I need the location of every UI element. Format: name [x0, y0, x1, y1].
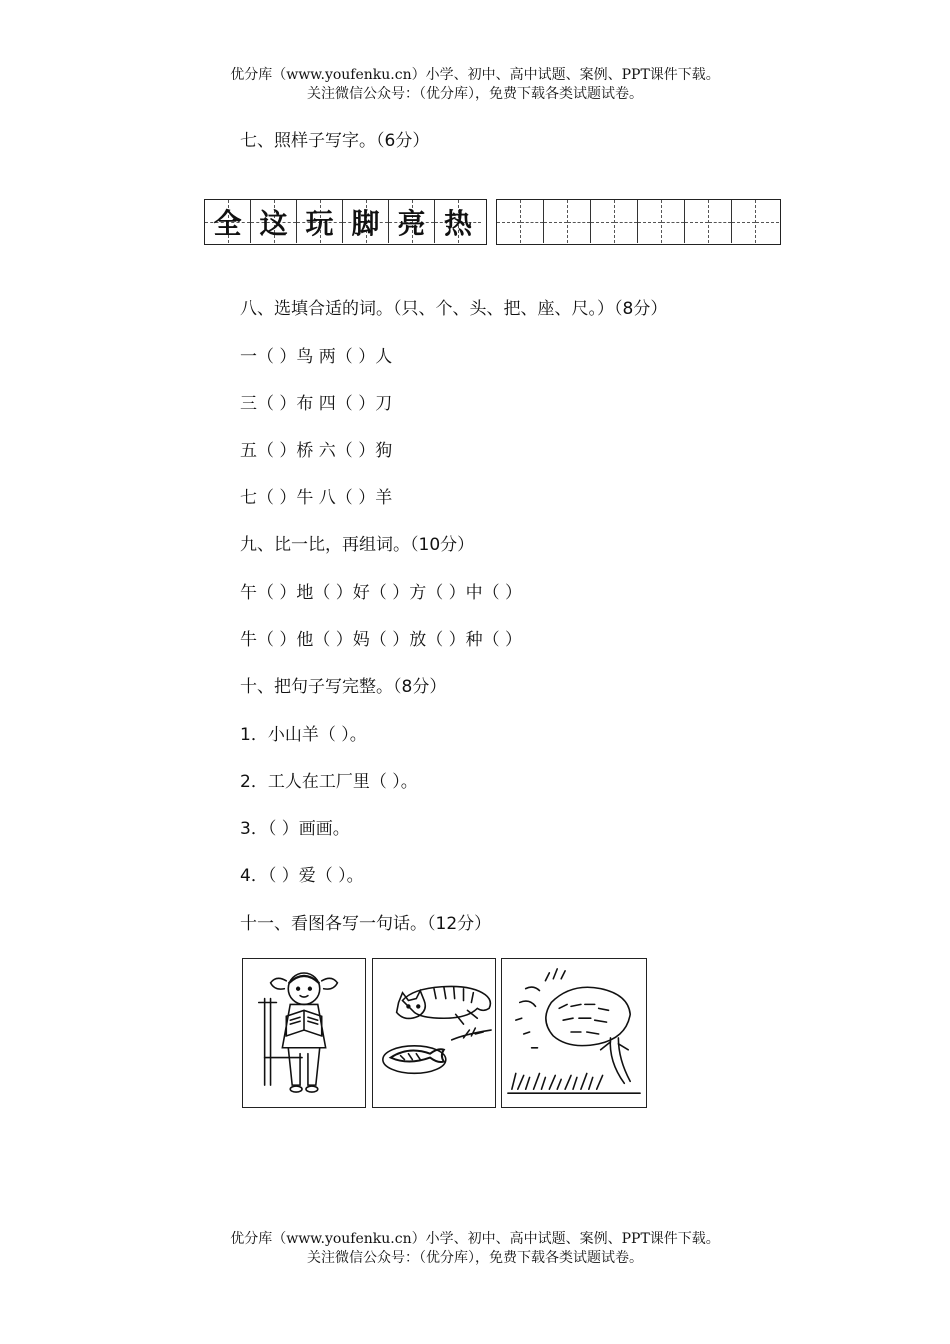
footer-line-2: 关注微信公众号：（优分库），免费下载各类试题试卷。	[307, 1250, 643, 1266]
sample-char-cell: 亮	[389, 200, 435, 243]
q9-line: 牛（ ）他（ ）妈（ ）放（ ）种（ ）	[240, 630, 523, 650]
q8-line: 五（ ）桥 六（ ）狗	[240, 441, 393, 461]
cat-and-fish-picture	[372, 958, 496, 1108]
practice-cell[interactable]	[662, 200, 686, 243]
q9-title: 九、比一比，再组词。（10分）	[240, 535, 475, 555]
sample-char-cell: 热	[435, 200, 481, 243]
page-header	[0, 66, 950, 104]
q10-line: 3．（ ）画画。	[240, 819, 350, 839]
practice-cell[interactable]	[497, 200, 521, 243]
q9-line: 午（ ）地（ ）好（ ）方（ ）中（ ）	[240, 583, 523, 603]
practice-writing-grid[interactable]	[496, 199, 781, 245]
q11-title: 十一、看图各写一句话。（12分）	[240, 914, 492, 934]
sample-char-cell: 这	[251, 200, 297, 243]
q8-title: 八、选填合适的词。（只、个、头、把、座、尺。）（8分）	[240, 299, 668, 319]
header-line-2: 关注微信公众号：（优分库），免费下载各类试题试卷。	[307, 86, 643, 102]
q8-line: 三（ ）布 四（ ）刀	[240, 394, 393, 414]
girl-reading-picture	[242, 958, 366, 1108]
sample-char-cell: 全	[205, 200, 251, 243]
practice-cell[interactable]	[756, 200, 780, 243]
sample-char-cell: 脚	[343, 200, 389, 243]
practice-cell[interactable]	[615, 200, 639, 243]
q10-line: 2．工人在工厂里（ ）。	[240, 772, 418, 792]
sample-character-grid	[204, 199, 487, 245]
practice-cell[interactable]	[638, 200, 662, 243]
practice-cell[interactable]	[732, 200, 756, 243]
girl-reading-illustration	[243, 959, 365, 1107]
q8-line: 七（ ）牛 八（ ）羊	[240, 488, 393, 508]
wind-tree-illustration	[502, 959, 646, 1107]
practice-cell[interactable]	[521, 200, 545, 243]
practice-cell[interactable]	[568, 200, 592, 243]
footer-line-1: 优分库（www.youfenku.cn）小学、初中、高中试题、案例、PPT课件下载。	[230, 1231, 720, 1247]
page-footer	[0, 1230, 950, 1268]
cat-and-fish-illustration	[373, 959, 495, 1107]
practice-cell[interactable]	[544, 200, 568, 243]
sample-char-cell: 玩	[297, 200, 343, 243]
practice-cell[interactable]	[685, 200, 709, 243]
header-line-1: 优分库（www.youfenku.cn）小学、初中、高中试题、案例、PPT课件下载。	[230, 67, 720, 83]
q10-title: 十、把句子写完整。（8分）	[240, 677, 447, 697]
q10-line: 4．（ ）爱（ ）。	[240, 866, 364, 886]
practice-cell[interactable]	[591, 200, 615, 243]
wind-tree-picture	[501, 958, 647, 1108]
q8-line: 一（ ）鸟 两（ ）人	[240, 347, 393, 367]
q10-line: 1．小山羊（ ）。	[240, 725, 367, 745]
q7-title: 七、照样子写字。（6分）	[240, 131, 430, 151]
practice-cell[interactable]	[709, 200, 733, 243]
